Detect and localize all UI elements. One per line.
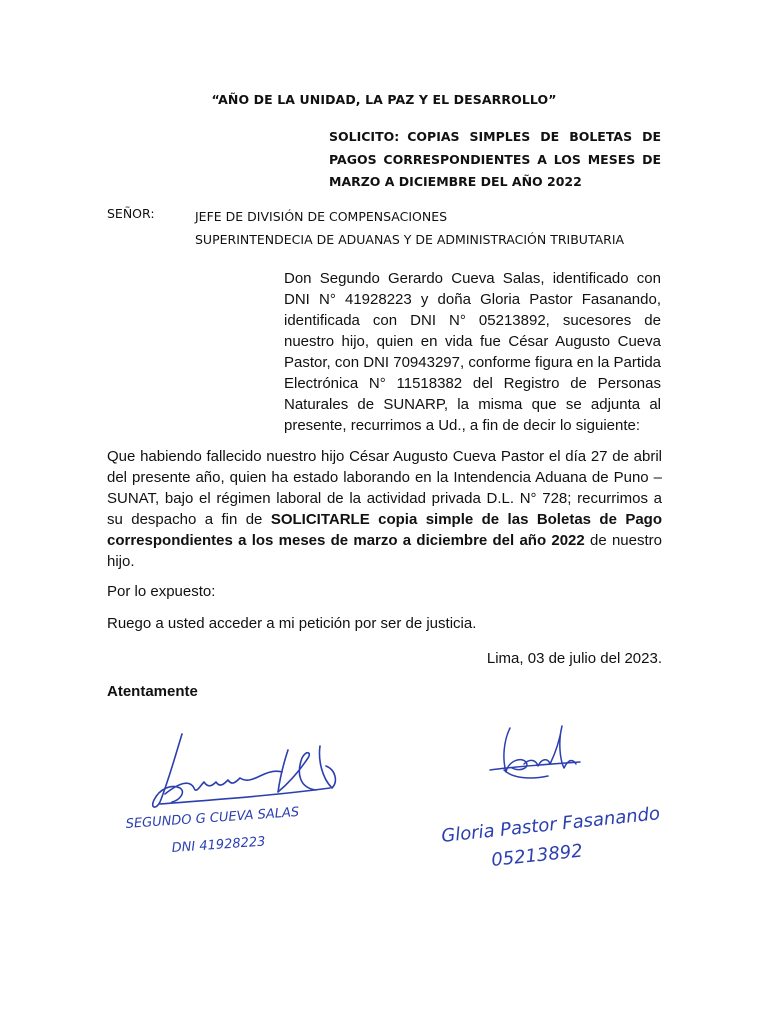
addressee-line-1: JEFE DE DIVISIÓN DE COMPENSACIONES [195,209,448,224]
subject-label: SOLICITO: [329,129,400,144]
subject-block [329,126,661,194]
body-paragraph [107,446,662,572]
subject-text: COPIAS SIMPLES DE BOLETAS DE PAGOS CORRESPONDIENTES A LOS MESES DE MARZO A DICIEMBRE DEL AÑO 2022 [329,129,661,189]
body-request-bold: SOLICITARLE copia simple de las Boletas de Pago correspondientes a los meses de marzo a diciembre del año 2022 [107,511,662,549]
signature-left-drawing [120,722,370,862]
body-text-1: Que habiendo fallecido nuestro hijo César Augusto Cueva Pastor el día 27 de abril del presente año, quien ha estado laborando en la Intendencia Aduana de Puno – SUNAT, bajo el régimen laboral de la actividad privada D.L. N° 728; recurrimos a su despacho a fin de [107,448,662,528]
addressee-label: SEÑOR: [107,206,155,221]
request-sentence: Ruego a usted acceder a mi petición por ser de justicia. [107,615,477,632]
signature-right-drawing [440,712,680,872]
year-motto: “AÑO DE LA UNIDAD, LA PAZ Y EL DESARROLLO” [211,92,557,107]
body-text-2: de nuestro hijo. [107,532,662,570]
signature-left-name: SEGUNDO G CUEVA SALAS [125,804,300,832]
signature-right-name: Gloria Pastor Fasanando [440,803,661,847]
addressee-block [195,206,665,251]
signature-left [120,722,370,862]
closing-atentamente: Atentamente [107,683,198,700]
por-lo-expuesto: Por lo expuesto: [107,583,216,600]
addressee-line-2: SUPERINTENDECIA DE ADUANAS Y DE ADMINISTRACIÓN TRIBUTARIA [195,231,625,247]
signature-left-dni: DNI 41928223 [171,834,266,856]
intro-paragraph: Don Segundo Gerardo Cueva Salas, identificado con DNI N° 41928223 y doña Gloria Pastor Fasanando, identificada con DNI N° 05213892, sucesores de nuestro hijo, quien en vida fue César Augusto Cueva Pastor, con DNI 70943297, conforme figura en la Partida Electrónica N° 11518382 del Registro de Personas Naturales de SUNARP, la misma que se adjunta al presente, recurrimos a Ud., a fin de decir lo siguiente: [284,270,661,434]
signature-right [440,712,680,872]
place-date: Lima, 03 de julio del 2023. [486,650,662,667]
signature-right-dni: 05213892 [490,840,584,871]
